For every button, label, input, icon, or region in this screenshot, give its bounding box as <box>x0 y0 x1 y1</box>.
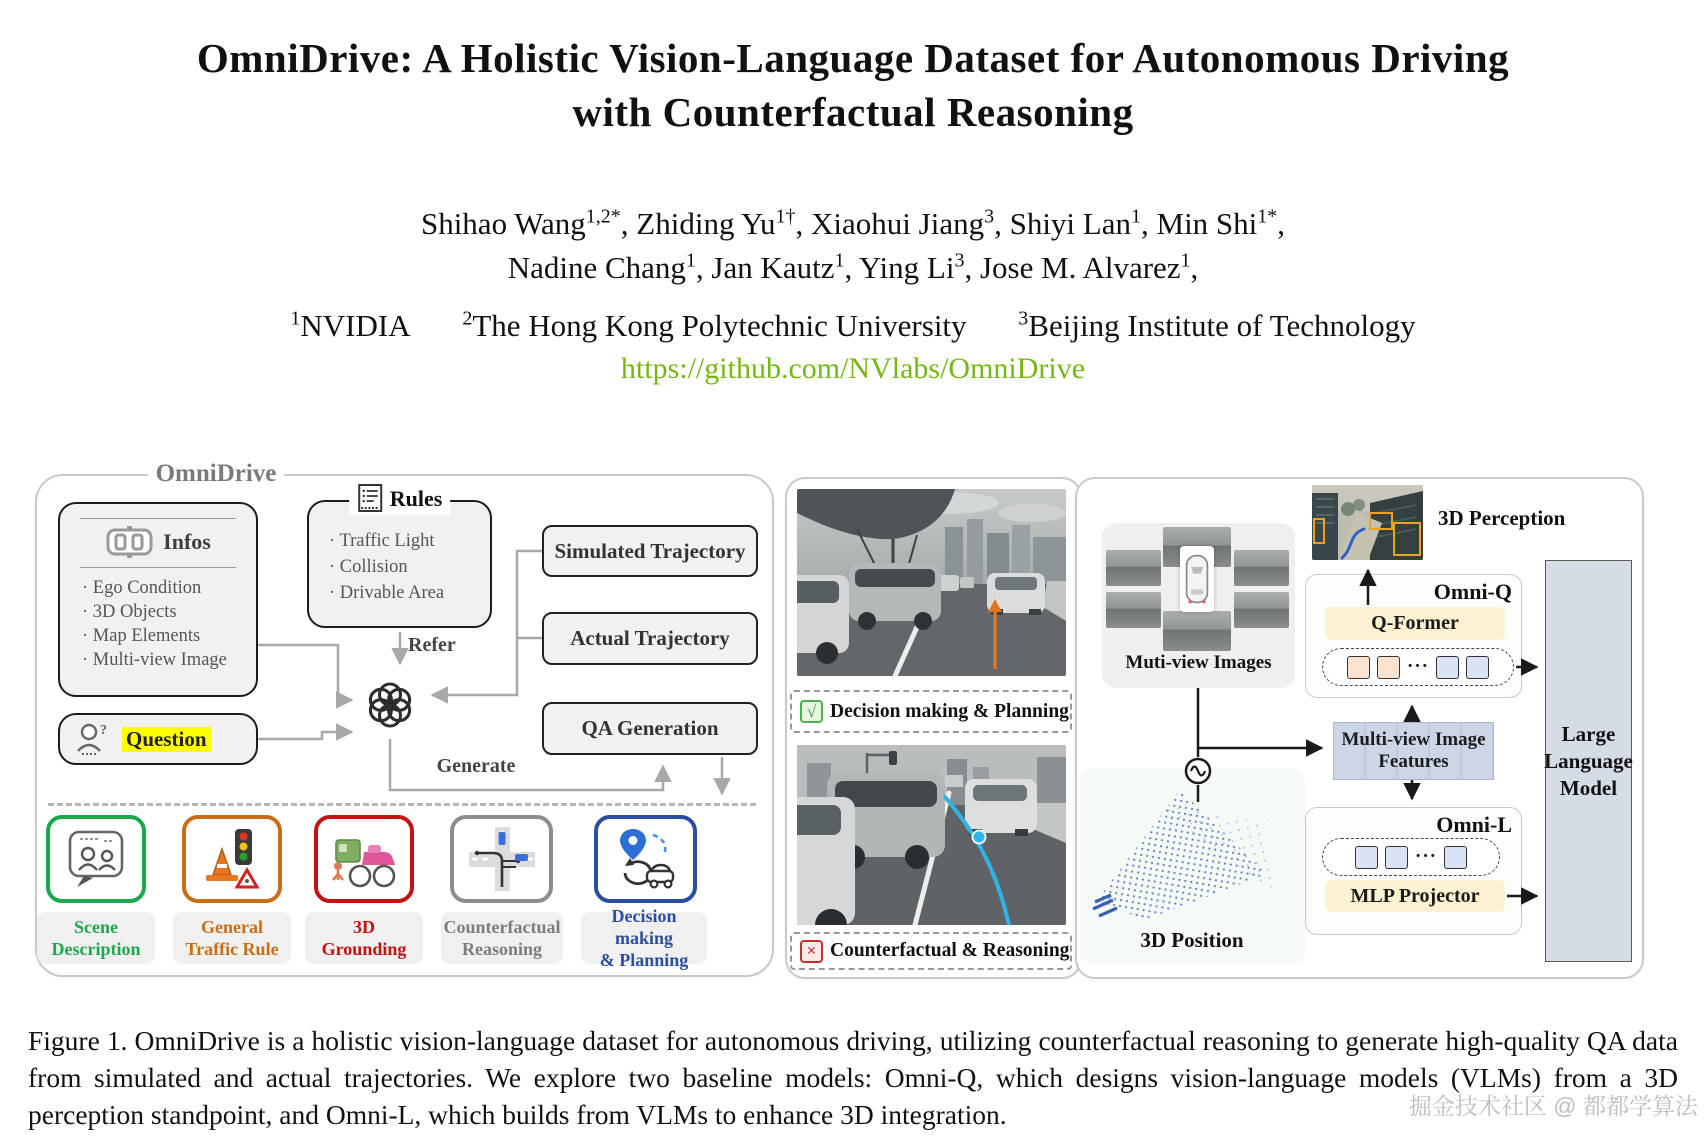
caption-label: Counterfactual & Reasoning <box>830 940 1070 961</box>
vision-token-blue <box>1385 846 1408 869</box>
actual-trajectory-box: Actual Trajectory <box>542 612 758 665</box>
mlp-projector-block: MLP Projector <box>1325 880 1505 912</box>
counterfactual-label: Counterfactual Reasoning <box>441 912 563 964</box>
point-cloud <box>1085 782 1280 927</box>
rules-header <box>349 483 451 515</box>
grounding-icon-box <box>314 815 414 903</box>
query-token-peach <box>1377 656 1400 679</box>
author: Ying Li$^3$, <box>858 250 980 286</box>
infos-item: · Multi-view Image <box>82 650 227 670</box>
figure-caption: Figure 1. OmniDrive is a holistic vision-language dataset for autonomous driving, utilizing counterfactual reasoning to generate high-quality QA data from simulated and actual trajectories. We explore two baseline models: Omni-Q, which designs vision-language models (VLMs) from a 3D perception standpoint, and Omni-L, which builds from VLMs to enhance 3D integration. <box>28 1025 1678 1130</box>
intersection-map-icon <box>469 827 535 891</box>
robot-chat-icon <box>64 828 128 890</box>
person-asking-icon <box>74 720 114 758</box>
author: Zhiding $Yu^{1\dagger}$, <box>636 206 812 242</box>
refer-label: Refer <box>408 634 456 656</box>
multiview-label: Muti-view Images <box>1125 652 1272 673</box>
svg-text:?: ? <box>100 723 107 738</box>
cross-icon: × <box>800 940 823 963</box>
scene-description-icon-box <box>46 815 146 903</box>
affiliation: $^1$NVIDIA <box>290 308 411 344</box>
left-panel-title: OmniDrive <box>148 459 284 489</box>
author: Jose M. Alvarez$^1$, <box>979 250 1199 286</box>
infos-item: · Map Elements <box>82 626 201 646</box>
query-token-peach <box>1347 656 1370 679</box>
traffic-rule-label: General Traffic Rule <box>173 912 291 964</box>
grounding-label: 3D Grounding <box>305 912 423 964</box>
question-box <box>58 713 258 765</box>
caption-label: Decision making & Planning <box>830 700 1069 722</box>
perception-label: 3D Perception <box>1438 506 1566 530</box>
generate-label: Generate <box>436 755 516 777</box>
rules-list <box>309 502 490 606</box>
camera-view-front-right <box>1234 550 1289 586</box>
camera-view-front-left <box>1106 550 1161 586</box>
film-frames-icon <box>105 525 153 559</box>
vision-token-blue <box>1355 846 1378 869</box>
3d-perception-image <box>1312 485 1423 560</box>
author: Jan Kautz$^1$, <box>711 250 859 286</box>
llm-block: Large Language Model <box>1545 560 1632 962</box>
author: Shiyi Lan$^1$, <box>1009 206 1157 242</box>
author-line-2 <box>0 250 1706 286</box>
omni-q-query-tokens <box>1322 648 1514 686</box>
query-token-blue <box>1436 656 1459 679</box>
infos-title: Infos <box>163 529 211 554</box>
camera-view-back <box>1163 611 1231 651</box>
vision-token-blue <box>1444 846 1467 869</box>
affiliation: $^3$Beijing Institute of Technology <box>1018 308 1416 344</box>
watermark: 掘金技术社区 @ 都都学算法 <box>1408 1093 1698 1119</box>
divider <box>80 567 236 568</box>
paper-title-line1: OmniDrive: A Holistic Vision-Language Dataset for Autonomous Driving <box>196 35 1510 81</box>
author: Min Shi$^{1*}$, <box>1156 206 1286 242</box>
decision-making-caption <box>790 690 1072 733</box>
rules-item: · Collision <box>329 557 408 577</box>
planning-icon-box <box>594 815 697 903</box>
rules-box <box>307 486 492 628</box>
check-icon: √ <box>800 700 823 723</box>
infos-header <box>60 519 256 565</box>
infos-item: · 3D Objects <box>82 602 177 622</box>
traffic-light-cone-icon <box>199 827 265 891</box>
q-former-block: Q-Former <box>1325 607 1505 640</box>
front-camera-photo-actual <box>797 489 1066 676</box>
rules-item: · Traffic Light <box>329 531 435 551</box>
traffic-rule-icon-box <box>182 815 282 903</box>
affiliations <box>0 308 1706 344</box>
ellipsis: ··· <box>1414 846 1437 867</box>
scene-description-label: Scene Description <box>37 912 155 964</box>
front-camera-photo-counterfactual <box>797 745 1066 925</box>
rules-document-icon <box>357 483 383 515</box>
counterfactual-icon-box <box>450 815 553 903</box>
counterfactual-caption <box>790 932 1072 970</box>
camera-view-back-left <box>1106 592 1161 628</box>
pin-route-car-icon <box>613 827 679 891</box>
ego-car-topview-icon <box>1180 546 1214 612</box>
simulated-trajectory-box: Simulated Trajectory <box>542 525 758 577</box>
rules-title: Rules <box>389 486 443 511</box>
infos-item: · Ego Condition <box>82 578 202 598</box>
qa-generation-box: QA Generation <box>542 702 758 755</box>
author-line-1 <box>0 206 1706 242</box>
ellipsis: ··· <box>1406 656 1429 677</box>
gpt-model-icon <box>356 671 424 739</box>
paper-title-line2: with Counterfactual Reasoning <box>572 89 1134 135</box>
omni-l-label: Omni-L <box>1436 812 1512 837</box>
rules-item: · Drivable Area <box>329 583 445 603</box>
infos-list <box>60 576 256 672</box>
query-token-blue <box>1466 656 1489 679</box>
vehicles-pedestrian-icon <box>330 828 398 890</box>
omni-q-label: Omni-Q <box>1433 579 1512 604</box>
author: Xiaohui Jiang$^3$, <box>811 206 1010 242</box>
infos-box <box>58 502 258 697</box>
multiview-features-block: Multi-view Image Features <box>1333 722 1494 780</box>
author: Nadine Chang$^1$, <box>507 250 712 286</box>
github-link[interactable]: https://github.com/NVlabs/OmniDrive <box>620 352 1086 385</box>
omni-l-tokens <box>1322 838 1500 876</box>
author: Shihao Wang$^{1,2*}$, <box>420 206 637 242</box>
question-label: Question <box>122 727 211 752</box>
camera-view-back-right <box>1234 592 1289 628</box>
planning-label: Decision making & Planning <box>581 912 707 964</box>
task-separator-line <box>48 803 756 806</box>
affiliation: $^2$The Hong Kong Polytechnic University <box>462 308 967 344</box>
position-label: 3D Position <box>1140 928 1244 952</box>
